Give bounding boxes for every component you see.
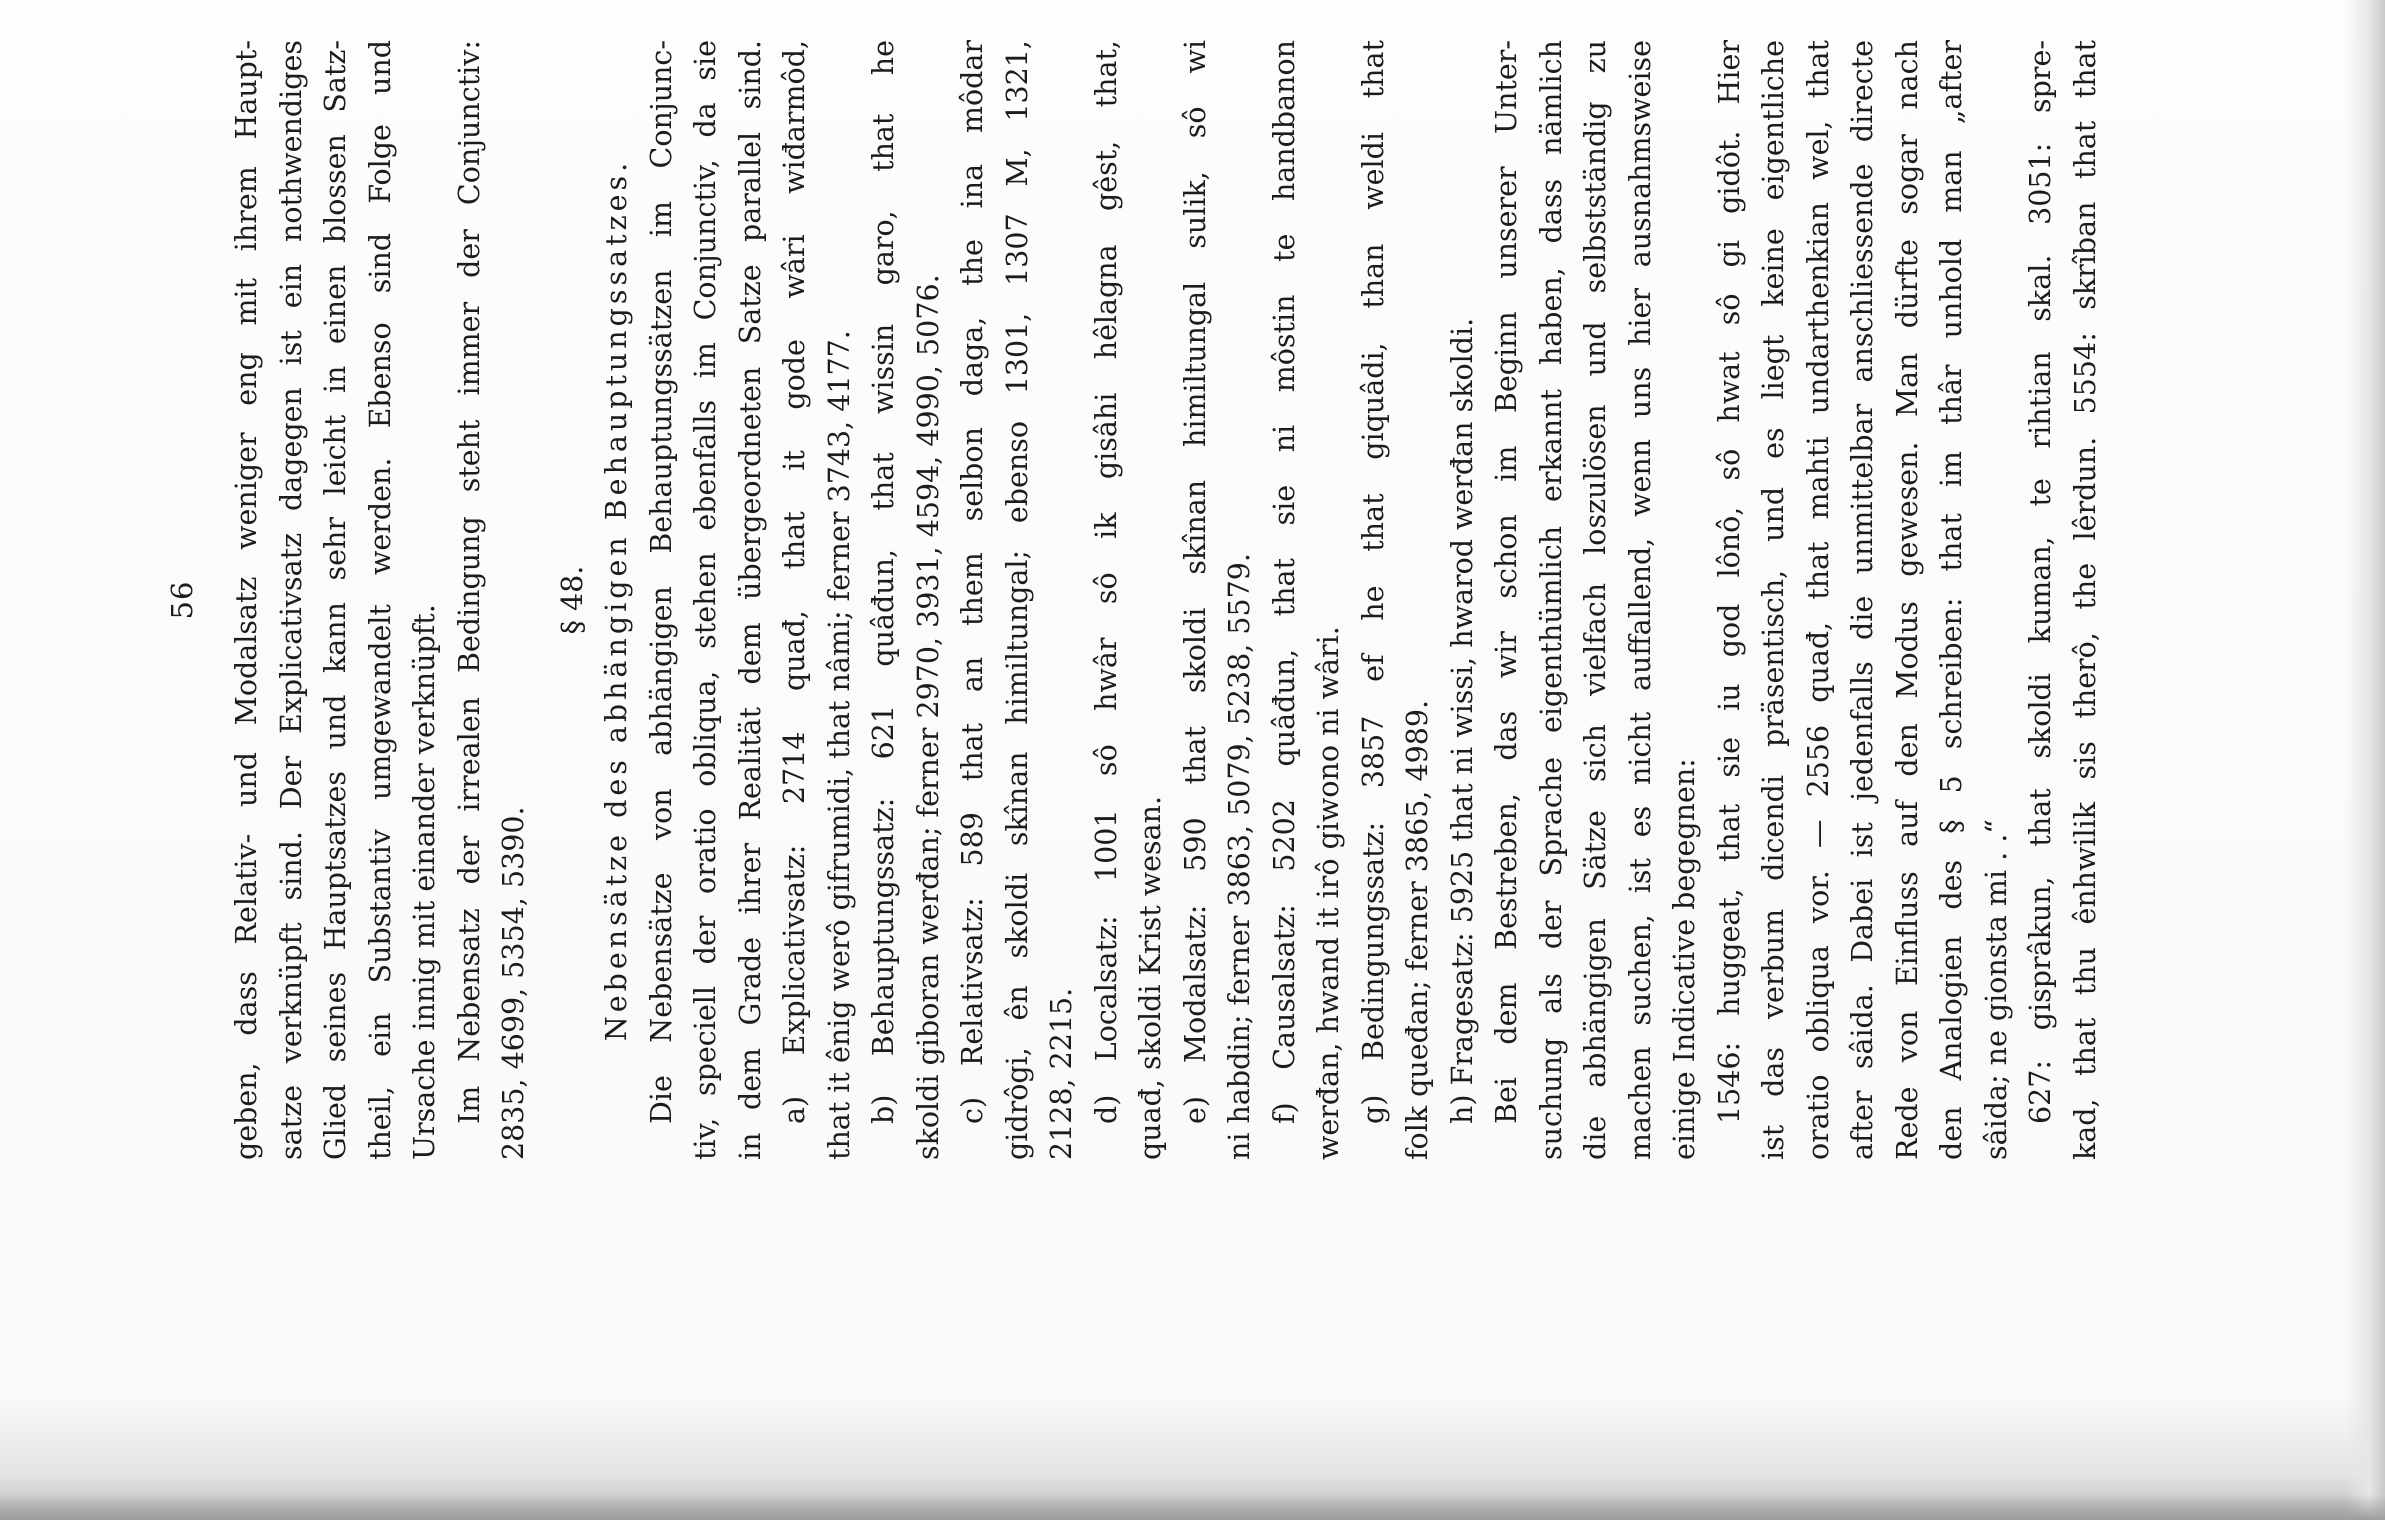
text-line: g) Bedingungssatz: 3857 ef he that giquâdi, than weldi that [1356,40,1390,1124]
text-line: b) Behauptungssatz: 621 quâđun, that wissin garo, that he [867,40,900,1124]
page-number: 56 [165,580,199,620]
text-line: 2128, 2215. [1045,987,1078,1160]
text-line: ni habdin; ferner 3863, 5079, 5238, 5579. [1223,553,1256,1160]
text-line: Rede von Einfluss auf den Modus gewesen. Man dürfte sogar nach [1890,40,1924,1160]
text-line: folk queđan; ferner 3865, 4989. [1401,699,1434,1160]
text-line: geben, dass Relativ- und Modalsatz weniger eng mit ihrem Haupt- [230,40,263,1160]
text-line: sâida; ne gionsta mi . .“ [1979,819,2013,1160]
section-gap [537,40,551,1160]
text-line: Glied seines Hauptsatzes und kann sehr leicht in einen blossen Satz- [319,40,352,1160]
text-line: theil, ein Substantiv umgewandelt werden. Ebenso sind Folge und [363,40,397,1160]
scanner-bottom-edge [0,1494,2385,1520]
text-line: 627: gisprâkun, that skoldi kuman, te rihtian skal. 3051: spre- [2024,40,2057,1124]
section-number: § 48. [555,565,589,635]
text-line: 1546: huggeat, that sie iu god lônô, sô hwat sô gi gidôt. Hier [1712,40,1746,1124]
text-line: ist das verbum dicendi präsentisch, und es liegt keine eigentliche [1757,40,1790,1160]
text-line: a) Explicativsatz: 2714 quađ, that it gode wâri wiđarmôd, [778,40,811,1124]
text-line: einige Indicative begegnen: [1668,758,1701,1160]
section-heading: Nebensätze des abhängigen Behauptungssatzes. [600,158,633,1042]
text-line: die abhängigen Sätze sich vielfach loszulösen und selbstständig zu [1579,40,1612,1160]
text-line: quađ, skoldi Krist wesan. [1134,795,1167,1160]
text-line: werđan, hwand it irô giwono ni wâri. [1312,626,1345,1160]
text-line: kad, that thu ênhwilik sis therô, the lêrdun. 5554: skrîban that that [2068,40,2102,1160]
text-line: den Analogien des § 5 schreiben: that im thâr unhold man „after [1935,40,1968,1160]
text-line: oratio obliqua vor. — 2556 quađ, that mahti undarthenkian wel, that [1801,40,1835,1160]
text-line: skoldi giboran werđan; ferner 2970, 3931, 4594, 4990, 5076. [911,274,945,1160]
text-line: machen suchen, ist es nicht auffallend, wenn uns hier ausnahmsweise [1623,40,1657,1160]
text-line: suchung als der Sprache eigenthümlich erkannt haben, dass nämlich [1534,40,1568,1160]
text-line: c) Relativsatz: 589 that an them selbon daga, the ina môdar [956,40,989,1124]
text-line: in dem Grade ihrer Realität dem übergeordneten Satze parallel sind. [733,40,767,1160]
text-line: tiv, speciell der oratio obliqua, stehen ebenfalls im Conjunctiv, da sie [689,40,722,1160]
text-line: h) Fragesatz: 5925 that ni wissi, hwarod werđan skoldi. [1445,317,1479,1124]
text-line: Im Nebensatz der irrealen Bedingung steht immer der Conjunctiv: [452,40,486,1124]
page-edge-shadow [2345,0,2385,1520]
text-line: e) Modalsatz: 590 that skoldi skînan himiltungal sulik, sô wi [1178,40,1212,1124]
text-line: after sâida. Dabei ist jedenfalls die unmittelbar anschliessende directe [1846,40,1879,1160]
text-line: gidrôgi, ên skoldi skînan himiltungal; ebenso 1301, 1307 M, 1321, [1000,40,1034,1160]
text-line: Die Nebensätze von abhängigen Behauptungssätzen im Conjunc- [644,40,678,1124]
text-line: 2835, 4699, 5354, 5390. [497,806,530,1160]
text-line: Ursache innig mit einander verknüpft. [408,604,441,1160]
text-lines [225,40,2108,1160]
text-line: that it ênig werô gifrumidi, that nâmi; ferner 3743, 4177. [822,330,856,1160]
text-line: Bei dem Bestreben, das wir schon im Beginn unserer Unter- [1490,40,1523,1124]
rotated-text-block [165,40,2102,1160]
text-line: satze verknüpft sind. Der Explicativsatz dagegen ist ein nothwendiges [274,40,308,1160]
text-column [165,40,2102,1160]
text-line: d) Localsatz: 1001 sô hwâr sô ik gisâhi hêlagna gêst, that, [1089,40,1123,1124]
text-line: f) Causalsatz: 5202 quâđun, that sie ni môstin te handbanon [1267,40,1301,1124]
